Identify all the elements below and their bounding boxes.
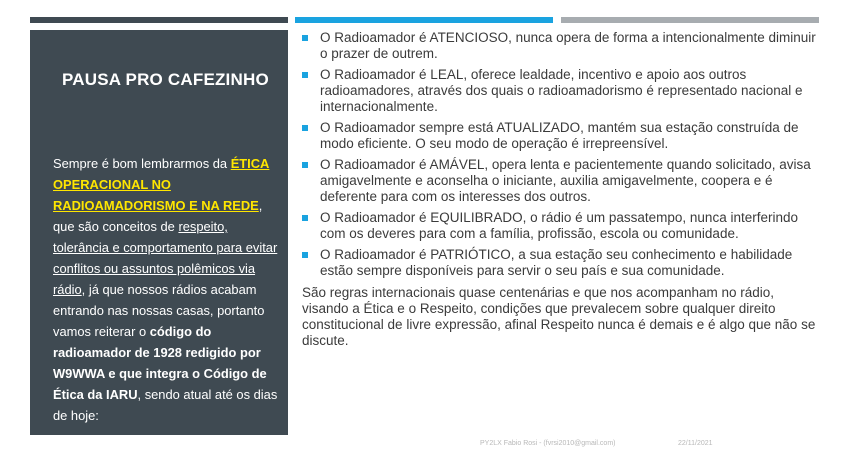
sidebar-after-underlined: , já que nossos rádios acabam entrando nas nossas casas, portanto vamos reiterar o [53,282,265,339]
footer-author: PY2LX Fabio Rosi - (fvrsi2010@gmail.com) [480,440,616,447]
sidebar-bold: código do radioamador de 1928 redigido por W9WWA e que integra o Código de Ética da IARU [53,324,267,402]
bullet-text: O Radioamador é LEAL, oferece lealdade, incentivo e apoio aos outros radioamadores, através dos quais o radioamadorismo é representado nacional e internacionalmente. [320,67,803,114]
footer-date: 22/11/2021 [678,440,713,447]
top-bar-dark [30,17,288,23]
sidebar-text [53,153,281,426]
closing-paragraph: São regras internacionais quase centenárias e que nos acompanham no rádio, visando a Ética e o Respeito, condições que prevalecem sobre qualquer direito constitucional de livre expressão, afinal Respeito nunca é demais e é algo que não se discute. [302,285,816,348]
main-content [302,30,822,349]
bullet-text: O Radioamador é AMÁVEL, opera lenta e pacientemente quando solicitado, avisa amigavelmente e aconselha o iniciante, auxilia amigavelmente, coopera e é deferente para com os interesses dos outros. [320,157,811,204]
list-item [302,120,822,152]
top-bar-gray [561,17,819,23]
list-item [302,157,822,205]
bullet-list [302,30,822,279]
bullet-square-icon [302,162,308,168]
list-item [302,210,822,242]
bullet-text: O Radioamador é EQUILIBRADO, o rádio é um passatempo, nunca interferindo com os deveres para com a família, profissão, escola ou comunidade. [320,210,798,241]
sidebar-title: PAUSA PRO CAFEZINHO [62,70,269,89]
sidebar-panel [30,30,288,435]
top-bar-blue [295,17,553,23]
list-item [302,247,822,279]
bullet-square-icon [302,215,308,221]
sidebar-highlight: ÉTICA OPERACIONAL NO RADIOAMADORISMO E NA REDE [53,156,270,213]
sidebar-underlined: respeito, tolerância e comportamento para evitar conflitos ou assuntos polêmicos via rádio [53,219,278,297]
bullet-text: O Radioamador é ATENCIOSO, nunca opera de forma a intencionalmente diminuir o prazer de outrem. [320,30,816,61]
sidebar-ending: , sendo atual até os dias de hoje: [53,387,278,423]
sidebar-after-highlight: , que são conceitos de [53,198,263,234]
sidebar-intro: Sempre é bom lembrarmos da [53,156,228,171]
list-item [302,67,822,115]
bullet-square-icon [302,125,308,131]
bullet-square-icon [302,252,308,258]
list-item [302,30,822,62]
bullet-text: O Radioamador é PATRIÓTICO, a sua estação seu conhecimento e habilidade estão sempre disponíveis para servir o seu país e sua comunidade. [320,247,793,278]
bullet-square-icon [302,72,308,78]
bullet-square-icon [302,35,308,41]
bullet-text: O Radioamador sempre está ATUALIZADO, mantém sua estação construída de modo eficiente. O seu modo de operação é irrepreensível. [320,120,799,151]
